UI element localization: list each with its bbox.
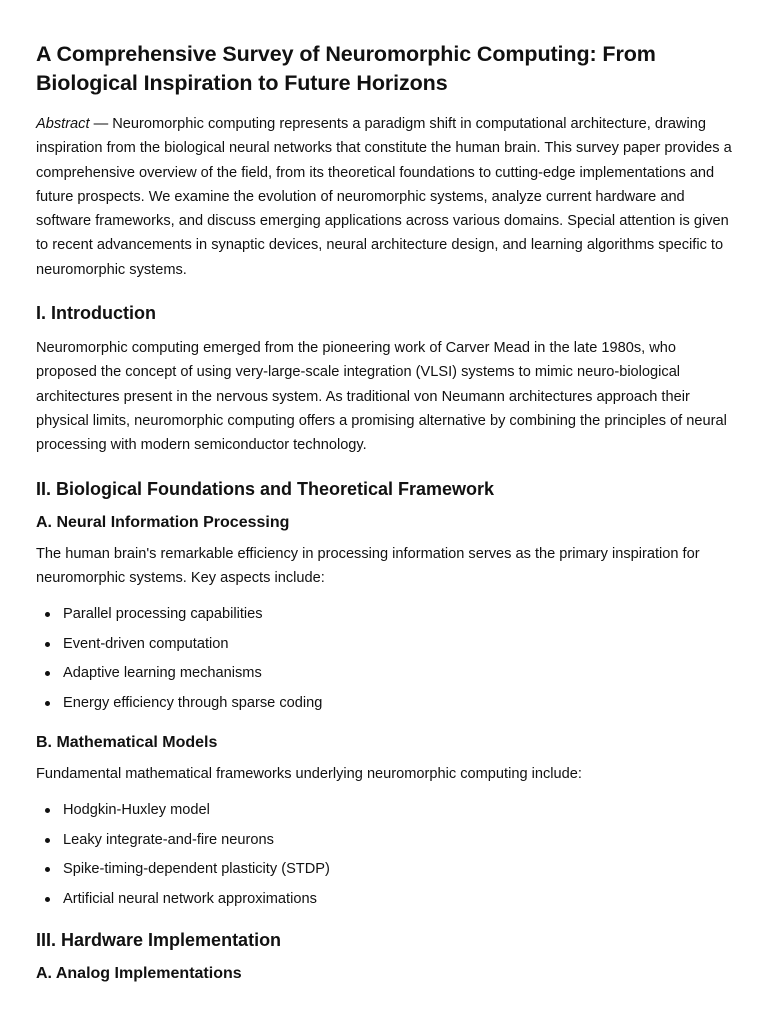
subsection-neural-information-processing xyxy=(36,512,732,719)
bullet-icon xyxy=(45,897,50,902)
subsection-paragraph: The human brain's remarkable efficiency in processing information serves as the primary inspiration for neuromorphic systems. Key aspects include: xyxy=(36,545,700,586)
list-item xyxy=(36,600,732,630)
subsection-heading: B. Mathematical Models xyxy=(36,734,218,752)
abstract-text: — Neuromorphic computing represents a paradigm shift in computational architecture, drawing inspiration from the biological neural networks that constitute the human brain. This survey paper provides a comprehensive overview of the field, from its theoretical foundations to cutting-edge implementations and future prospects. We examine the evolution of neuromorphic systems, analyze current hardware and software frameworks, and discuss emerging applications across various domains. Special attention is given to recent advancements in synaptic devices, neural architecture design, and learning algorithms specific to neuromorphic systems. xyxy=(36,116,732,278)
bullet-icon xyxy=(45,838,50,843)
list-item xyxy=(36,826,732,856)
bullet-icon xyxy=(45,642,50,647)
subsection-heading: A. Analog Implementations xyxy=(36,965,242,983)
list-item-text: Adaptive learning mechanisms xyxy=(63,665,262,682)
list-item-text: Energy efficiency through sparse coding xyxy=(63,694,323,711)
list-item xyxy=(36,796,732,826)
paper-title: A Comprehensive Survey of Neuromorphic Computing: From Biological Inspiration to Future Horizons xyxy=(36,42,656,95)
section-introduction xyxy=(36,301,732,457)
section-heading: I. Introduction xyxy=(36,303,156,324)
abstract-label: Abstract xyxy=(36,116,90,132)
subsection-paragraph: Fundamental mathematical frameworks underlying neuromorphic computing include: xyxy=(36,766,582,783)
section-heading: II. Biological Foundations and Theoretical Framework xyxy=(36,478,495,499)
list-item-text: Artificial neural network approximations xyxy=(63,890,317,907)
list-item-text: Event-driven computation xyxy=(63,635,229,652)
list-item xyxy=(36,659,732,689)
bullet-icon xyxy=(45,701,50,706)
list-item xyxy=(36,689,732,719)
bullet-list xyxy=(36,796,732,914)
list-item xyxy=(36,855,732,885)
bullet-icon xyxy=(45,612,50,617)
bullet-list xyxy=(36,600,732,718)
section-biological-foundations xyxy=(36,477,732,915)
abstract-paragraph xyxy=(36,112,732,282)
bullet-icon xyxy=(45,808,50,813)
list-item-text: Hodgkin-Huxley model xyxy=(63,802,210,819)
list-item-text: Parallel processing capabilities xyxy=(63,606,263,623)
list-item xyxy=(36,630,732,660)
list-item xyxy=(36,885,732,915)
subsection-mathematical-models xyxy=(36,732,732,914)
section-hardware-implementation xyxy=(36,928,732,985)
section-heading: III. Hardware Implementation xyxy=(36,930,282,951)
list-item-text: Leaky integrate-and-fire neurons xyxy=(63,831,274,848)
bullet-icon xyxy=(45,867,50,872)
subsection-heading: A. Neural Information Processing xyxy=(36,513,290,531)
list-item-text: Spike-timing-dependent plasticity (STDP) xyxy=(63,861,330,878)
section-paragraph: Neuromorphic computing emerged from the pioneering work of Carver Mead in the late 1980s, who proposed the concept of using very-large-scale integration (VLSI) systems to mimic neuro-biological architectures present in the nervous system. As traditional von Neumann architectures approach their physical limits, neuromorphic computing offers a promising alternative by combining the principles of neural processing with modern semiconductor technology. xyxy=(36,340,727,454)
bullet-icon xyxy=(45,671,50,676)
